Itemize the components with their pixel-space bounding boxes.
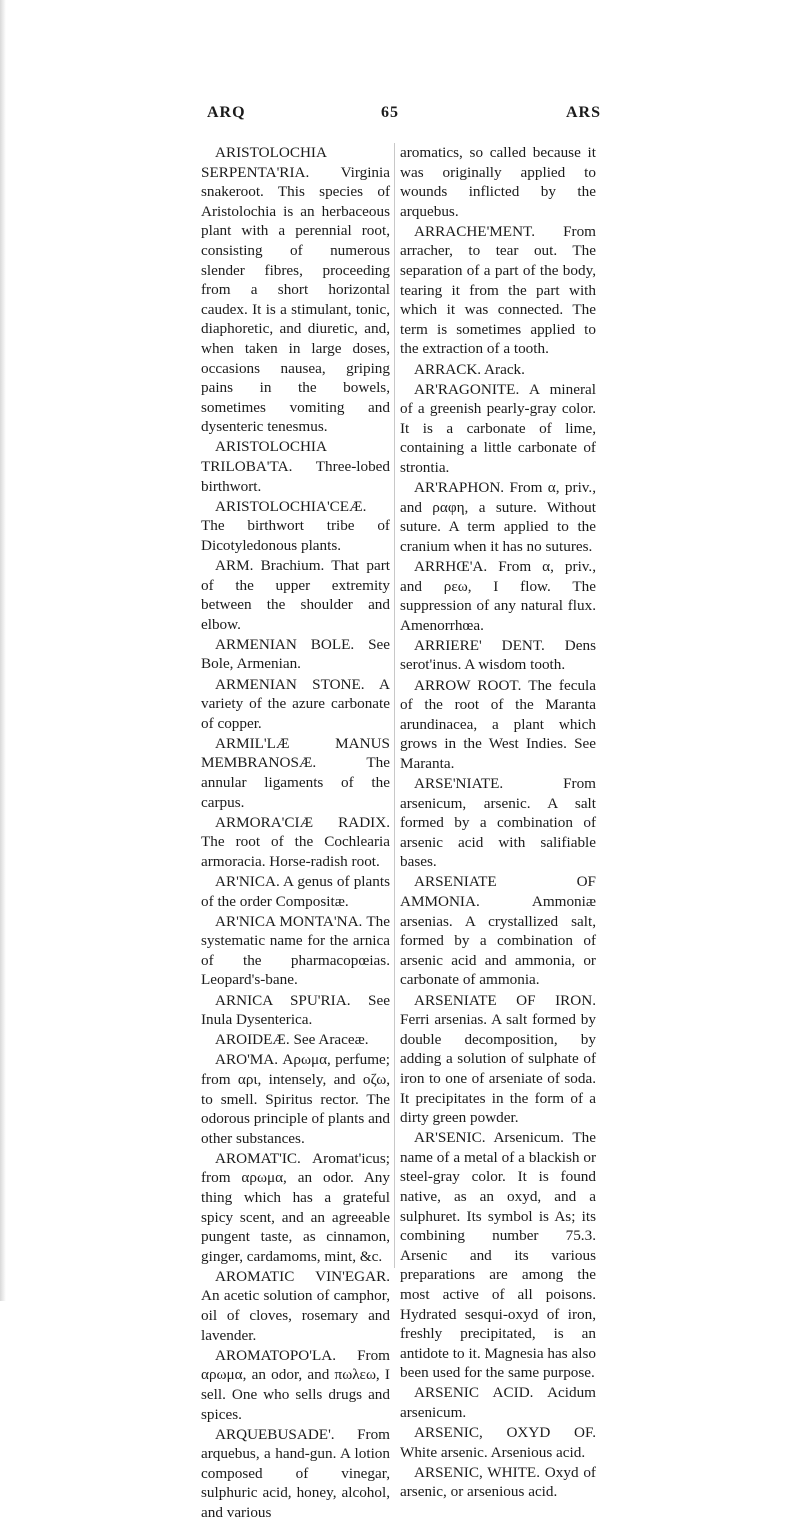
dictionary-entry: ARISTOLOCHIA TRILOBA'TA. Three-lobed birthwort.: [201, 438, 390, 495]
dictionary-entry: ARMIL'LÆ MANUS MEMBRANOSÆ. The annular ligaments of the carpus.: [201, 734, 390, 811]
dictionary-entry: ARSENIATE OF IRON. Ferri arsenias. A salt formed by double decomposition, by adding a solution of sulphate of iron to one of arseniate of soda. It precipitates in the form of a dirty green powder.: [400, 991, 596, 1127]
left-column: [201, 143, 390, 1523]
dictionary-entry: ARSENIC ACID. Acidum arsenicum.: [400, 1384, 596, 1421]
dictionary-entry: AR'NICA. A genus of plants of the order Compositæ.: [201, 872, 390, 910]
dictionary-entry: ARRACK. Arack.: [414, 360, 525, 378]
page-edge-shadow: [0, 0, 6, 1301]
dictionary-entry: ARMORA'CIÆ RADIX. The root of the Cochlearia armoracia. Horse-radish root.: [201, 813, 390, 870]
dictionary-entry: ARSE'NIATE. From arsenicum, arsenic. A salt formed by a combination of arsenic acid with salifiable bases.: [400, 775, 596, 871]
dictionary-entry: AR'RAGONITE. A mineral of a greenish pearly-gray color. It is a carbonate of lime, containing a little carbonate of strontia.: [400, 380, 596, 476]
dictionary-entry: AR'RAPHON. From α, priv., and ραφη, a suture. Without suture. A term applied to the cranium when it has no sutures.: [400, 479, 596, 555]
dictionary-entry: ARROW ROOT. The fecula of the root of the Maranta arundinacea, a plant which grows in the West Indies. See Maranta.: [400, 676, 596, 772]
dictionary-entry: AR'SENIC. Arsenicum. The name of a metal of a blackish or steel-gray color. It is found native, as an oxyd, and a sulphuret. Its symbol is As; its combining number 75.3. Arsenic and its various preparations are among the most active of all poisons. Hydrated sesqui-oxyd of iron, freshly precipitated, is an antidote to it. Magnesia has also been used for the same purpose.: [400, 1129, 596, 1382]
dictionary-entry-continuation: aromatics, so called because it was originally applied to wounds inflicted by the arquebus.: [400, 144, 596, 220]
dictionary-entry: ARSENIC, WHITE. Oxyd of arsenic, or arsenious acid.: [400, 1463, 596, 1501]
dictionary-entry: ARRACHE'MENT. From arracher, to tear out. The separation of a part of the body, tearing it from the part with which it was connected. The term is sometimes applied to the extraction of a tooth.: [400, 222, 596, 358]
dictionary-entry: ARQUEBUSADE'. From arquebus, a hand-gun. A lotion composed of vinegar, sulphuric acid, honey, alcohol, and various: [201, 1425, 390, 1521]
running-head-left: ARQ: [207, 104, 246, 121]
dictionary-entry: ARMENIAN STONE. A variety of the azure carbonate of copper.: [201, 675, 390, 732]
dictionary-entry: ARM. Brachium. That part of the upper extremity between the shoulder and elbow.: [201, 556, 390, 633]
dictionary-entry: ARSENIC, OXYD OF. White arsenic. Arsenious acid.: [400, 1424, 596, 1461]
dictionary-entry: ARISTOLOCHIA'CEÆ. The birthwort tribe of Dicotyledonous plants.: [201, 497, 390, 554]
dictionary-entry: AROMATIC VIN'EGAR. An acetic solution of camphor, oil of cloves, rosemary and lavender.: [201, 1267, 390, 1344]
dictionary-entry: ARO'MA. Αρωμα, perfume; from αρι, intensely, and οζω, to smell. Spiritus rector. The odorous principle of plants and other substances.: [201, 1051, 390, 1147]
dictionary-entry: AROMATOPO'LA. From αρωμα, an odor, and πωλεω, I sell. One who sells drugs and spices.: [201, 1346, 390, 1423]
dictionary-entry: ARRIERE' DENT. Dens serot'inus. A wisdom tooth.: [400, 636, 596, 674]
running-head-right: ARS: [566, 104, 602, 121]
dictionary-entry: AROMAT'IC. Aromat'icus; from αρωμα, an odor. Any thing which has a grateful spicy scent, and an agreeable pungent taste, as cinnamon, ginger, cardamoms, mint, &c.: [201, 1149, 390, 1265]
dictionary-entry: ARRHŒ'A. From α, priv., and ρεω, I flow. The suppression of any natural flux. Amenorrhœa.: [400, 557, 596, 634]
page-number: 65: [381, 104, 399, 121]
dictionary-entry: AR'NICA MONTA'NA. The systematic name for the arnica of the pharmacopœias. Leopard's-bane.: [201, 912, 390, 989]
dictionary-entry: ARISTOLOCHIA SERPENTA'RIA. Virginia snakeroot. This species of Aristolochia is an herbaceous plant with a perennial root, consisting of numerous slender fibres, proceeding from a short horizontal caudex. It is a stimulant, tonic, diaphoretic, and diuretic, and, when taken in large doses, occasions nausea, griping pains in the bowels, sometimes vomiting and dysenteric tenesmus.: [201, 144, 390, 436]
dictionary-entry: ARNICA SPU'RIA. See Inula Dysenterica.: [201, 991, 390, 1029]
right-column: [400, 143, 596, 1502]
dictionary-entry: ARSENIATE OF AMMONIA. Ammoniæ arsenias. A crystallized salt, formed by a combination of arsenic acid and ammonia, or carbonate of ammonia.: [400, 873, 596, 989]
column-divider: [394, 143, 395, 1268]
dictionary-entry: ARMENIAN BOLE. See Bole, Armenian.: [201, 635, 390, 673]
running-head: [0, 104, 800, 128]
dictionary-entry: AROIDEÆ. See Araceæ.: [215, 1031, 369, 1049]
